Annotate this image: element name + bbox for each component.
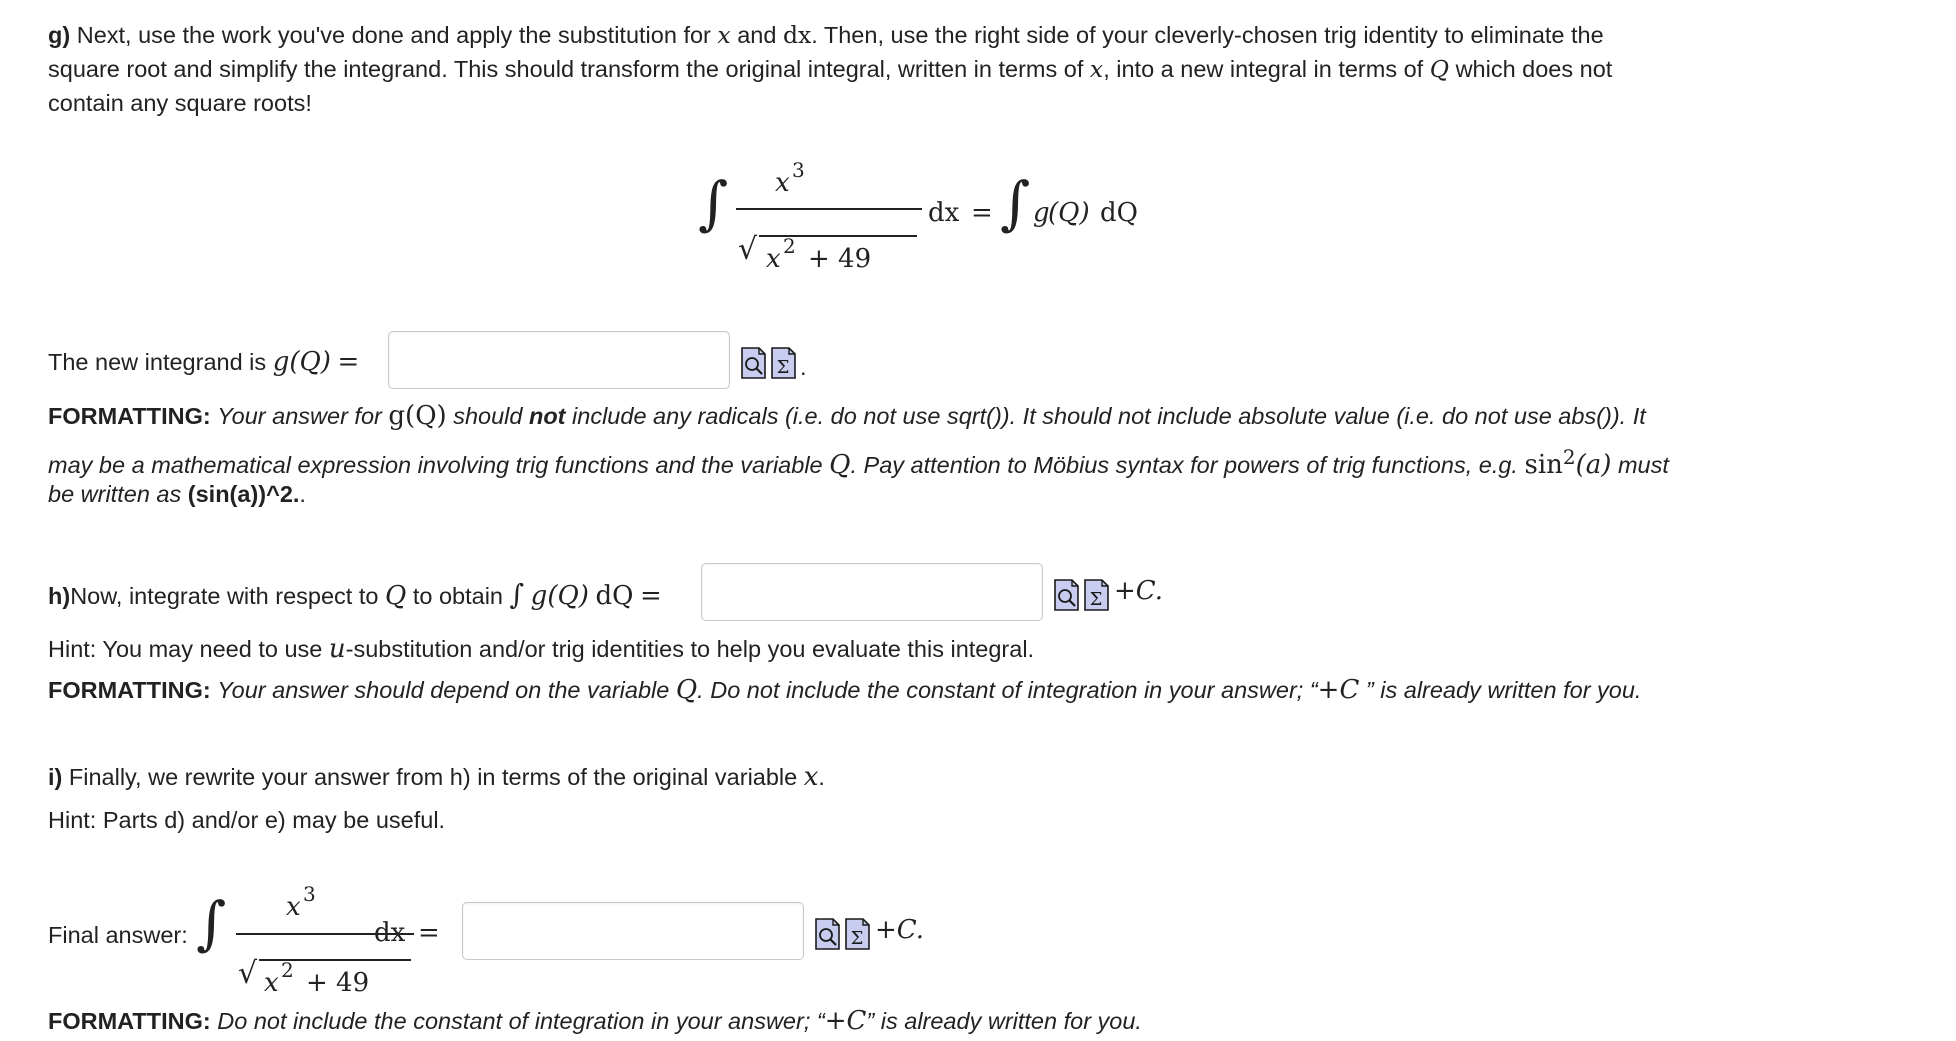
part-h-formatting: FORMATTING: Your answer should depend on the variable Q. Do not include the constant of integration in your answer; “+C ” is already written for you.: [48, 675, 1642, 705]
part-i-prompt: i) Finally, we rewrite your answer from h) in terms of the original variable x.: [48, 762, 825, 792]
part-h-hint: Hint: You may need to use u-substitution and/or trig identities to help you evaluate this integral.: [48, 634, 1035, 664]
preview-icon[interactable]: [1053, 578, 1080, 612]
formatting-g-line-3: be written as (sin(a))^2..: [48, 481, 306, 507]
numerator-exponent-i: 3: [303, 882, 316, 906]
final-answer-input[interactable]: [462, 902, 804, 960]
denominator-exponent-i: 2: [281, 958, 294, 982]
part-h-prompt: h)Now, integrate with respect to Q to obtain ∫ g(Q) dQ =: [48, 578, 662, 611]
numerator-base: x: [775, 168, 790, 198]
integrand-label: The new integrand is g(Q) =: [48, 347, 360, 377]
final-answer-label: Final answer:: [48, 922, 188, 948]
denominator-constant-i: + 49: [306, 968, 370, 998]
preview-icon[interactable]: [814, 917, 841, 951]
integral-sign-i: ∫: [196, 889, 227, 957]
equation-editor-icon[interactable]: [770, 346, 797, 380]
plus-c-i: +C.: [875, 915, 925, 945]
equals-sign: =: [971, 198, 993, 228]
svg-text:Σ: Σ: [1089, 589, 1103, 610]
denominator-exponent: 2: [783, 234, 796, 258]
numerator-base-i: x: [286, 892, 301, 922]
part-g-intro-line-3: contain any square roots!: [48, 90, 312, 116]
rhs-argument: (Q): [1048, 198, 1090, 228]
part-g-intro-line-1: g) Next, use the work you've done and apply the substitution for x and dx. Then, use the right side of your cleverly-chosen trig identity to eliminate the: [48, 21, 1604, 49]
denominator-base-i: x: [264, 968, 279, 998]
equals-sign-i: =: [418, 918, 440, 948]
numerator-exponent: 3: [792, 158, 805, 182]
preview-icon[interactable]: [740, 346, 767, 380]
equation-editor-icon[interactable]: [844, 917, 871, 951]
integrand-answer-input[interactable]: [388, 331, 730, 389]
equation-editor-icon[interactable]: [1083, 578, 1110, 612]
rhs-differential: dQ: [1100, 198, 1138, 228]
svg-text:Σ: Σ: [850, 928, 864, 949]
integrand-period: .: [800, 354, 807, 380]
formatting-g-line-1: FORMATTING: Your answer for g(Q) should not include any radicals (i.e. do not use sqrt()). It should not include absolute value (i.e. do not use abs()). It: [48, 401, 1646, 431]
plus-c-h: +C.: [1114, 576, 1164, 606]
integral-sign: ∫: [698, 169, 729, 237]
rhs-function: g: [1033, 198, 1050, 228]
radical-sign-i: √: [238, 956, 258, 991]
part-i-hint: Hint: Parts d) and/or e) may be useful.: [48, 807, 446, 833]
differential-dx-i: dx: [374, 918, 406, 948]
radical-sign: √: [738, 232, 758, 267]
svg-text:Σ: Σ: [776, 357, 790, 378]
fraction-bar: [736, 208, 922, 210]
part-i-formatting: FORMATTING: Do not include the constant of integration in your answer; “+C” is already written for you.: [48, 1006, 1142, 1036]
denominator-constant: + 49: [808, 244, 872, 274]
denominator-base: x: [766, 244, 781, 274]
integral-sign-h: ∫: [509, 578, 525, 611]
differential-dx: dx: [928, 198, 960, 228]
integral-sign-rhs: ∫: [1000, 169, 1031, 237]
formatting-g-line-2: may be a mathematical expression involving trig functions and the variable Q. Pay attention to Möbius syntax for powers of trig functions, e.g. $\sin^2(a)$ must: [48, 445, 1669, 480]
part-g-intro-line-2: square root and simplify the integrand. This should transform the original integral, written in terms of x, into a new integral in terms of Q which does not: [48, 55, 1613, 83]
antiderivative-answer-input[interactable]: [701, 563, 1043, 621]
